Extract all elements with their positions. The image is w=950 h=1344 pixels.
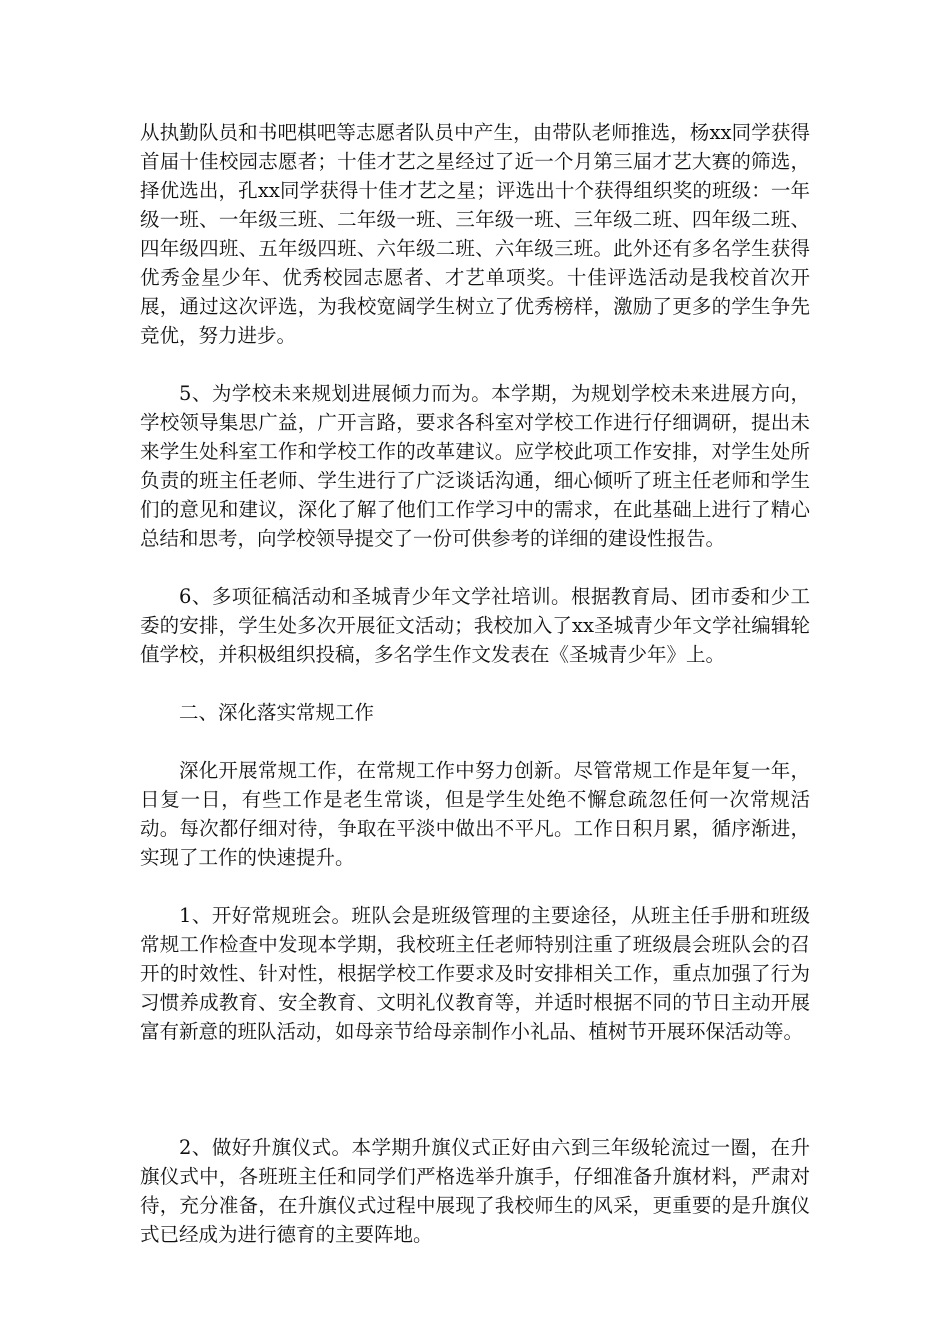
paragraph-flag-ceremony: 2、做好升旗仪式。本学期升旗仪式正好由六到三年级轮流过一圈，在升旗仪式中，各班班主任和同学们严格选举升旗手，仔细准备升旗材料，严肃对待，充分准备，在升旗仪式过程中展现了我校师生的风采，更重要的是升旗仪式已经成为进行德育的主要阵地。	[140, 1136, 810, 1246]
document-page	[140, 118, 810, 1278]
paragraph-essay-activities: 6、多项征稿活动和圣城青少年文学社培训。根据教育局、团市委和少工委的安排，学生处多次开展征文活动；我校加入了xx圣城青少年文学社编辑轮值学校，并积极组织投稿，多名学生作文发表在《圣城青少年》上。	[140, 585, 810, 666]
paragraph-future-planning: 5、为学校未来规划进展倾力而为。本学期，为规划学校未来进展方向，学校领导集思广益，广开言路，要求各科室对学校工作进行仔细调研，提出未来学生处科室工作和学校工作的改革建议。应学校此项工作安排，对学生处所负责的班主任老师、学生进行了广泛谈话沟通，细心倾听了班主任老师和学生们的意见和建议，深化了解了他们工作学习中的需求，在此基础上进行了精心总结和思考，向学校领导提交了一份可供参考的详细的建设性报告。	[140, 382, 810, 550]
paragraph-routine-work: 深化开展常规工作，在常规工作中努力创新。尽管常规工作是年复一年，日复一日，有些工作是老生常谈，但是学生处绝不懈怠疏忽任何一次常规活动。每次都仔细对待，争取在平淡中做出不平凡。工作日积月累，循序渐进，实现了工作的快速提升。	[140, 759, 810, 869]
paragraph-class-meetings: 1、开好常规班会。班队会是班级管理的主要途径，从班主任手册和班级常规工作检查中发现本学期，我校班主任老师特别注重了班级晨会班队会的召开的时效性、针对性，根据学校工作要求及时安排相关工作，重点加强了行为习惯养成教育、安全教育、文明礼仪教育等，并适时根据不同的节日主动开展富有新意的班队活动，如母亲节给母亲制作小礼品、植树节开展环保活动等。	[140, 904, 810, 1043]
page-gap	[140, 1075, 810, 1133]
section-heading: 二、深化落实常规工作	[179, 701, 375, 724]
paragraph-volunteer-awards: 从执勤队员和书吧棋吧等志愿者队员中产生，由带队老师推选，杨xx同学获得首届十佳校园志愿者；十佳才艺之星经过了近一个月第三届才艺大赛的筛选，择优选出，孔xx同学获得十佳才艺之星；评选出十个获得组织奖的班级：一年级一班、一年级三班、二年级一班、三年级一班、三年级二班、四年级二班、四年级四班、五年级四班、六年级二班、六年级三班。此外还有多名学生获得优秀金星少年、优秀校园志愿者、才艺单项奖。十佳评选活动是我校首次开展，通过这次评选，为我校宽阔学生树立了优秀榜样，激励了更多的学生争先竞优，努力进步。	[140, 121, 810, 347]
